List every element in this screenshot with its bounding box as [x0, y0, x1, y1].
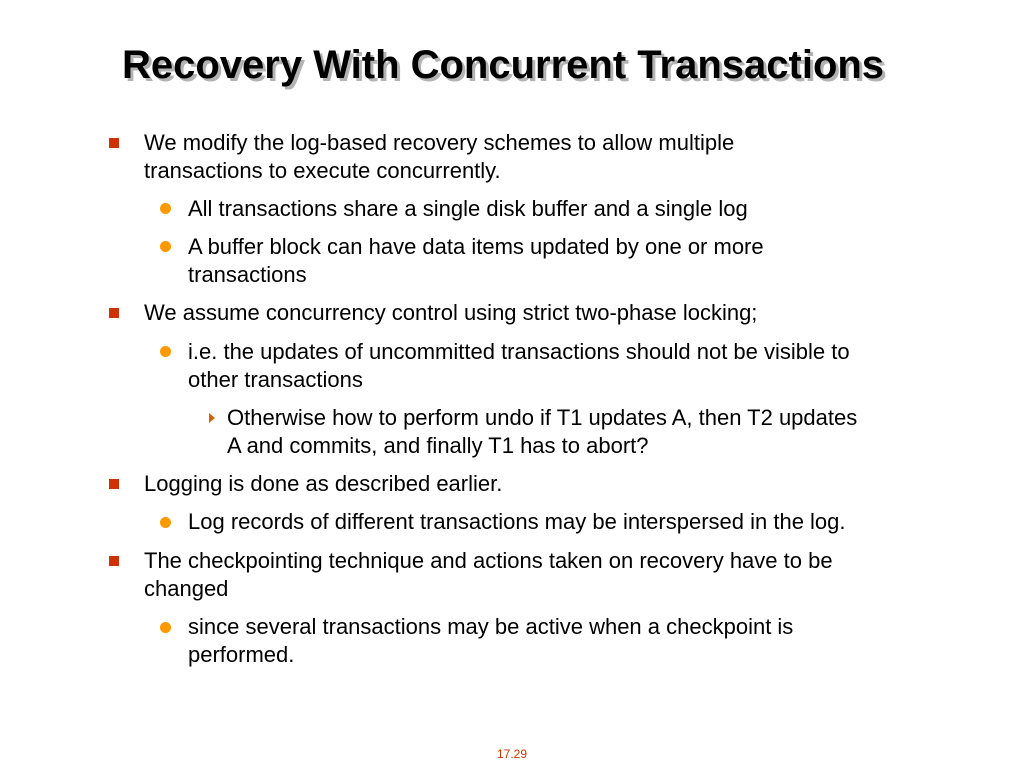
- bullet-item-log-records: [188, 508, 846, 536]
- bullet-item-undo-question: [227, 404, 857, 460]
- bullet-line: We assume concurrency control using strict two-phase locking;: [144, 300, 758, 325]
- bullet-line: transactions to execute concurrently.: [144, 158, 501, 183]
- bullet-line: Otherwise how to perform undo if T1 updates A, then T2 updates: [227, 405, 858, 430]
- bullet-item-concurrency-control: [144, 299, 757, 327]
- dot-bullet-icon: [160, 203, 171, 214]
- bullet-line: The checkpointing technique and actions taken on recovery have to be: [144, 548, 833, 573]
- bullet-line: We modify the log-based recovery schemes to allow multiple: [144, 130, 735, 155]
- bullet-line: A and commits, and finally T1 has to abort?: [227, 433, 649, 458]
- bullet-line: i.e. the updates of uncommitted transactions should not be visible to: [188, 339, 850, 364]
- bullet-line: since several transactions may be active when a checkpoint is: [188, 614, 794, 639]
- bullet-item-checkpointing: [144, 547, 833, 603]
- square-bullet-icon: [109, 308, 119, 318]
- bullet-item-uncommitted-updates: [188, 338, 850, 394]
- bullet-line: transactions: [188, 262, 307, 287]
- bullet-line: Logging is done as described earlier.: [144, 471, 503, 496]
- square-bullet-icon: [109, 138, 119, 148]
- slide-title: Recovery With Concurrent Transactions: [122, 43, 885, 87]
- bullet-line: performed.: [188, 642, 295, 667]
- bullet-line: Log records of different transactions may be interspersed in the log.: [188, 509, 846, 534]
- dot-bullet-icon: [160, 622, 171, 633]
- page-number: 17.29: [496, 747, 528, 761]
- triangle-bullet-icon: [209, 413, 215, 423]
- bullet-line: other transactions: [188, 367, 363, 392]
- bullet-item-buffer-block: [188, 233, 764, 289]
- dot-bullet-icon: [160, 517, 171, 528]
- bullet-item-shared-buffer: [188, 195, 748, 223]
- dot-bullet-icon: [160, 241, 171, 252]
- square-bullet-icon: [109, 479, 119, 489]
- bullet-line: A buffer block can have data items updated by one or more: [188, 234, 764, 259]
- bullet-item-logging: [144, 470, 502, 498]
- bullet-line: All transactions share a single disk buffer and a single log: [188, 196, 748, 221]
- bullet-item-modify-schemes: [144, 129, 734, 185]
- bullet-line: changed: [144, 576, 229, 601]
- dot-bullet-icon: [160, 346, 171, 357]
- bullet-item-active-transactions: [188, 613, 793, 669]
- square-bullet-icon: [109, 556, 119, 566]
